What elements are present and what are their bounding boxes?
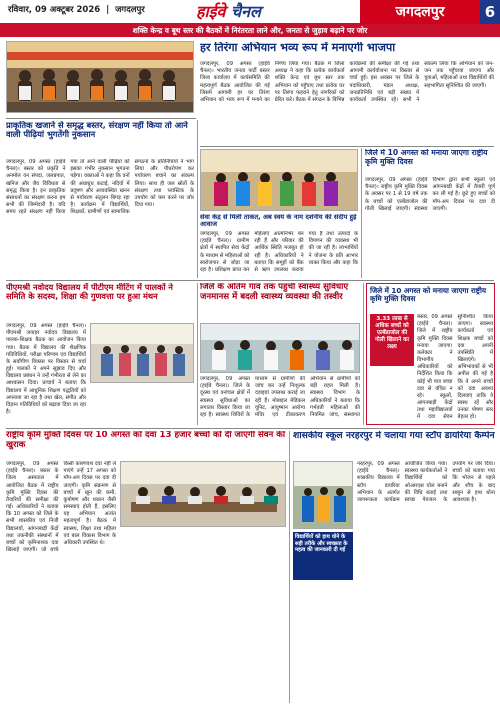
story2-body: जगदलपुर, 09 अगस्त (हाईवे चैनल)। बस्तर को प्रकृति ने अनमोल वन संपदा, जलप्रपात, खनिज और जैव विविधता से समृद्ध किया है। इन प्राकृतिक संसाधनों का संरक्षण करना हम सभी की जिम्मेदारी है। यदि समय रहते संरक्षण नहीं किया गया तो आने वाली पीढ़ियों को इसका गंभीर नुकसान भुगतना पड़ेगा। वक्ताओं ने कहा कि वनों की अंधाधुंध कटाई, नदियों में प्रदूषण और अव्यवस्थित खनन से पर्यावरण संतुलन बिगड़ रहा है। कार्यक्रम में विद्यार्थियों, शिक्षकों, ग्रामीणों एवं सामाजिक संगठनों के प्रतिनिधियों ने भाग लिया और पौधरोपण कर पर्यावरण बचाने का संकल्प लिया। साथ ही जल स्रोतों के संरक्षण तथा प्लास्टिक के उपयोग को कम करने पर जोर दिया गया। <box>6 159 194 216</box>
divider <box>361 148 362 278</box>
city-name: जगदलपुर <box>360 0 480 24</box>
hospital-meeting-photo <box>120 461 286 527</box>
edition-date: रविवार, 09 अक्टूबर 2026 | जगदलपुर <box>8 5 145 15</box>
divider <box>197 283 198 425</box>
divider <box>289 431 290 703</box>
story3-body: जगदलपुर, 09 अगस्त (हाईवे चैनल)। ग्रामीण क्षेत्रों में स्थापित सेवा केंद्रों के माध्यम से महिलाओं को स्वरोजगार से जोड़ा जा रहा है। प्रशिक्षण प्राप्त कर महिलाएं आत्मनिर्भर बन रही हैं और परिवार की आर्थिक स्थिति मजबूत हो रही है। अधिकारियों ने बताया कि समूहों को बैंक से ऋण उपलब्ध कराया गया है तथा उत्पादों के विपणन की व्यवस्था भी की जा रही है। लाभार्थियों ने योजना के प्रति आभार व्यक्त किया और कहा कि <box>200 231 358 273</box>
story3-headline: सेवा केंद्र से मिली ताकत, अब स्वयं के नाम दर्शनीय की संदीप हुई आवाज <box>200 214 357 229</box>
divider <box>6 428 494 429</box>
story6-body-continued <box>90 386 194 424</box>
story8-body: जगदलपुर, 09 अगस्त (हाईवे चैनल)। बस्तर के जिला अस्पताल में आयोजित बैठक में राष्ट्रीय कृमि मुक्ति दिवस की तैयारियों की समीक्षा की गई। अधिकारियों ने बताया कि 10 अगस्त को जिले के सभी शासकीय एवं निजी विद्यालयों, आंगनबाड़ी केंद्रों तथा तकनीकी संस्थानों में बच्चों को कृमिनाशक दवा खिलाई जाएगी। जो बच्चे किसी कारणवश दवा नहीं ले पाएंगे उन्हें 17 अगस्त को मॉप-अप दिवस पर दवा दी जाएगी। कृमि संक्रमण से बच्चों में खून की कमी, कुपोषण और थकान जैसी समस्याएं होती हैं, इसलिए यह अभियान अत्यंत महत्वपूर्ण है। बैठक में स्वास्थ्य, शिक्षा तथा महिला एवं बाल विकास विभाग के अधिकारी उपस्थित थे। <box>6 461 116 554</box>
story6-headline: पीएमश्री नवोदय विद्यालय में पीटीएम मीटिंग में पालकों ने समिति के सदस्य, शिक्षा की गुणवत्ता पर हुआ मंथन <box>6 283 173 302</box>
story2-headline: प्राकृतिक खजाने से समृद्ध बस्तर, संरक्षण नहीं किया तो आने वाली पीढ़ियां भुगतेंगी नुकसान <box>6 121 188 140</box>
story5-sidebar: 3.33 लाख से अधिक बच्चों को एल्बेंडाजोल की गोली खिलाने का लक्ष्य <box>370 314 414 366</box>
page-number: 6 <box>480 0 500 24</box>
story8-headline: राष्ट्रीय कृमि मुक्ति दिवस पर 10 अगस्त को दवा 13 हजार बच्चों को दी जाएगी सेवन की खुराक <box>6 431 286 450</box>
story4-headline: जिले में 10 अगस्त को मनाया जाएगा राष्ट्रीय कृमि मुक्ति दिवस <box>365 149 488 166</box>
story4-body: जगदलपुर, 09 अगस्त (हाईवे चैनल)। राष्ट्रीय कृमि मुक्ति दिवस के अवसर पर 1 से 19 वर्ष तक के बच्चों को एल्बेंडाजोल की गोली खिलाई जाएगी। स्वास्थ्य विभाग द्वारा सभी स्कूलों एवं आंगनबाड़ी केंद्रों में तैयारी पूर्ण कर ली गई है। छूटे हुए बच्चों को मॉप-अप दिवस पर दवा दी जाएगी। <box>365 177 495 212</box>
divider <box>363 283 364 425</box>
story6-body: जगदलपुर, 09 अगस्त (हाईवे चैनल)। पीएमश्री जवाहर नवोदय विद्यालय में पालक-शिक्षक बैठक का आयोजन किया गया। बैठक में विद्यालय की शैक्षणिक गतिविधियों, परीक्षा परिणाम एवं विद्यार्थियों के सर्वांगीण विकास पर विस्तार से चर्चा हुई। पालकों ने अपने सुझाव दिए और विद्यालय प्रबंधन ने उन्हें गंभीरता से लेने का आश्वासन दिया। प्राचार्य ने बताया कि विद्यालय में आधुनिक शिक्षण पद्धतियों को अपनाया जा रहा है तथा खेल, संगीत और विज्ञान गतिविधियों को बढ़ावा दिया जा रहा है। <box>6 323 86 416</box>
divider <box>200 146 494 147</box>
story5-body: बस्तर, 09 अगस्त (हाईवे चैनल)। जिले में राष्ट्रीय कृमि मुक्ति दिवस मनाया जाएगा। कलेक्टर ने विभागीय अधिकारियों को निर्देशित किया कि कोई भी पात्र बच्चा दवा से वंचित न रहे। स्कूलों, आंगनबाड़ी केंद्रों तथा महाविद्यालयों में दवा सेवन सुनिश्चित किया जाएगा। स्वास्थ्य कार्यकर्ता एवं शिक्षक बच्चों को दवा अपनी उपस्थिति में खिलाएंगे। अभिभावकों से भी अपील की गई है कि वे अपने बच्चों को दवा अवश्य दिलवाएं ताकि वे स्वस्थ रहें और उनका पोषण स्तर बेहतर हो। <box>417 314 493 421</box>
story5-box <box>366 283 495 425</box>
divider <box>197 120 198 278</box>
masthead-bar <box>0 0 500 24</box>
story9-headline: शासकीय स्कूल नरहरपुर में चलाया गया स्टॉप डायरिया कैम्पेन <box>293 431 495 441</box>
story9-sidebar: विद्यार्थियों को हाथ धोने के सही तरीके और स्वच्छता के महत्व की जानकारी दी गई <box>293 532 353 580</box>
story7-headline: जिले के अंतिम गांव तक पहुंची स्वास्थ्य सुविधाएं जनमानस में बदली स्वास्थ्य व्यवस्था की तस्वीर <box>200 283 349 302</box>
story9-body: नरहरपुर, 09 अगस्त (हाईवे चैनल)। शासकीय विद्यालय में स्टॉप डायरिया अभियान के अंतर्गत जागरूकता कार्यक्रम आयोजित किया गया। स्वास्थ्य कार्यकर्ताओं ने विद्यार्थियों को ओआरएस घोल बनाने की विधि बताई तथा स्वच्छ पेयजल के उपयोग पर जोर दिया। बच्चों को बताया गया कि भोजन से पहले और शौच के बाद साबुन से हाथ धोना आवश्यक है। <box>357 461 495 503</box>
story1-headline: हर तिरंगा अभियान भव्य रूप में मनाएगी भाजपा <box>200 42 396 54</box>
story8-body-continued <box>120 530 286 703</box>
story7-body: जगदलपुर, 09 अगस्त (हाईवे चैनल)। जिले के दूरस्थ एवं वनांचल क्षेत्रों में स्वास्थ्य सुविधाओं का लगातार विस्तार किया जा रहा है। स्वास्थ्य शिविरों के माध्यम से ग्रामीणों की जांच कर उन्हें निःशुल्क दवाइयां उपलब्ध कराई जा रही हैं। मोबाइल मेडिकल यूनिट, आयुष्मान आरोग्य मंदिर एवं टीकाकरण अभियान से ग्रामीणों को बड़ी राहत मिली है। स्वास्थ्य विभाग के अधिकारियों ने बताया कि गर्भवती महिलाओं की नियमित जांच, संस्थागत <box>200 376 360 418</box>
school-campaign-photo <box>293 461 353 529</box>
women-group-photo <box>200 149 358 211</box>
newspaper-logo: हाईवे चैनल <box>196 2 261 21</box>
divider <box>6 280 494 281</box>
bjp-meeting-photo <box>6 41 194 113</box>
story5-headline: जिले में 10 अगस्त को मनाया जाएगा राष्ट्रीय कृमि मुक्ति दिवस <box>370 286 486 304</box>
lead-tagline: शक्ति केन्द्र व बूथ स्तर की बैठकों में निरंतरता लाने और, जनता से जुड़ाव बढ़ाने पर जोर <box>0 24 500 37</box>
story1-body: जगदलपुर, 09 अगस्त (हाईवे चैनल)। भारतीय जनता पार्टी बस्तर जिला कार्यालय में कार्यसमिति की महत्वपूर्ण बैठक आयोजित की गई जिसमें आगामी हर घर तिरंगा अभियान को भव्य रूप में मनाने का निर्णय लिया गया। बैठक में जिला अध्यक्ष ने कहा कि प्रत्येक कार्यकर्ता शक्ति केन्द्र एवं बूथ स्तर तक अभियान को पहुँचाए तथा प्रत्येक घर पर तिरंगा फहराने हेतु नागरिकों को प्रेरित करे। बैठक में संगठन के विभिन्न कार्यक्रमों की समीक्षा की गई तथा आगामी कार्ययोजना पर विस्तार से चर्चा हुई। इस अवसर पर जिले के पदाधिकारी, मंडल अध्यक्ष, जनप्रतिनिधि एवं बड़ी संख्या में कार्यकर्ता उपस्थित रहे। सभी ने संकल्प लिया कि अभियान को जन-जन तक पहुँचाया जाएगा और युवाओं, महिलाओं तथा विद्यार्थियों की सहभागिता सुनिश्चित की जाएगी। <box>200 61 494 103</box>
health-camp-photo <box>200 323 360 373</box>
divider <box>6 118 196 119</box>
school-meeting-photo <box>90 323 194 383</box>
masthead <box>0 0 500 38</box>
